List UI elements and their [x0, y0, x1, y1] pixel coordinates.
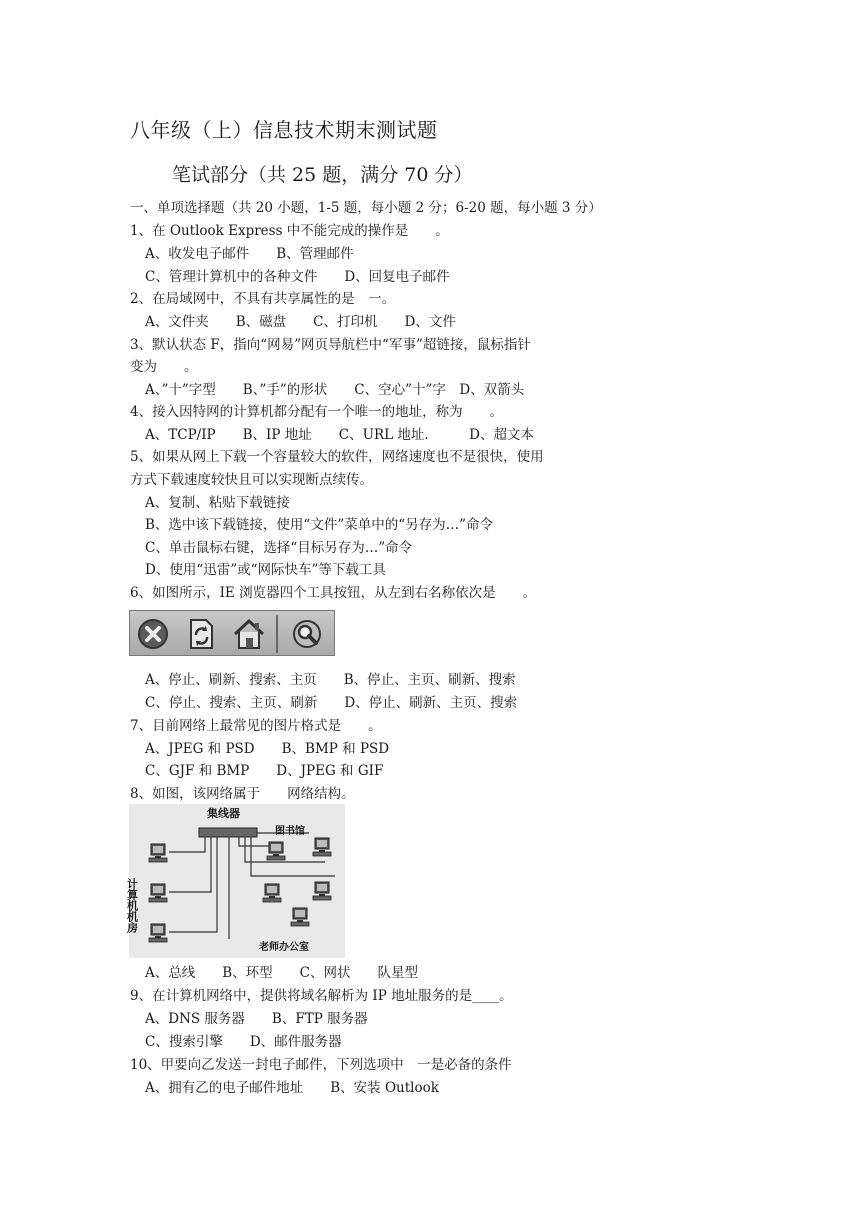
question-5-stem-cont: 方式下载速度较快且可以实现断点续传。	[130, 472, 373, 488]
question-3-stem-cont: 变为 。	[130, 359, 198, 375]
refresh-icon	[184, 617, 218, 651]
lab-computers	[149, 844, 167, 942]
hub-device	[199, 828, 257, 837]
home-icon	[232, 617, 266, 651]
library-computers	[267, 838, 331, 860]
question-3-stem: 3、默认状态 F，指向“网易”网页导航栏中“军事”超链接，鼠标指针	[130, 337, 531, 353]
question-1-stem: 1、在 Outlook Express 中不能完成的操作是 。	[130, 223, 449, 239]
stop-icon	[136, 617, 170, 651]
question-2-stem: 2、在局域网中，不具有共享属性的是 一。	[130, 291, 396, 307]
question-9-options-2: C、搜索引擎 D、邮件服务器	[145, 1034, 342, 1050]
question-1-options-1: A、收发电子邮件 B、管理邮件	[145, 246, 354, 262]
question-3-options: A、”十”字型 B、”手”的形状 C、空心”十”字 D、双箭头	[145, 382, 525, 398]
section-heading: 一、单项选择题（共 20 小题，1-5 题，每小题 2 分；6-20 题，每小题 3 分）	[130, 200, 602, 216]
network-links	[169, 833, 335, 939]
hub-label: 集线器	[207, 807, 240, 820]
question-6-options-1: A、停止、刷新、搜索、主页 B、停止、主页、刷新、搜索	[145, 672, 516, 688]
question-7-options-2: C、GJF 和 BMP D、JPEG 和 GIF	[145, 763, 384, 779]
library-label: 图书馆	[275, 826, 305, 837]
question-8-options: A、总线 B、环型 C、网状 队星型	[145, 965, 418, 981]
question-9-options-1: A、DNS 服务器 B、FTP 服务器	[145, 1011, 368, 1027]
network-diagram-image	[125, 804, 345, 958]
question-6-stem: 6、如图所示，IE 浏览器四个工具按钮，从左到右名称依次是 。	[130, 585, 537, 601]
question-7-stem: 7、目前网络上最常见的图片格式是 。	[130, 718, 382, 734]
question-4-options: A、TCP/IP B、IP 地址 C、URL 地址. D、超文本	[145, 427, 535, 443]
question-5-option-a: A、复制、粘贴下载链接	[145, 495, 290, 511]
question-5-option-c: C、单击鼠标右键，选择“目标另存为…”命令	[145, 540, 413, 556]
question-4-stem: 4、接入因特网的计算机都分配有一个唯一的地址，称为 。	[130, 404, 504, 420]
office-label: 老师办公室	[259, 942, 309, 953]
office-computers	[263, 882, 331, 926]
question-5-option-b: B、选中该下载链接，使用“文件”菜单中的“另存为…”命令	[145, 517, 494, 533]
question-6-options-2: C、停止、搜索、主页、刷新 D、停止、刷新、主页、搜索	[145, 695, 518, 711]
question-7-options-1: A、JPEG 和 PSD B、BMP 和 PSD	[145, 741, 390, 757]
question-5-stem: 5、如果从网上下载一个容量较大的软件，网络速度也不是很快，使用	[130, 449, 544, 465]
lab-label: 计算机机房	[125, 878, 139, 933]
question-10-stem: 10、甲要向乙发送一封电子邮件，下列选项中 一是必备的条件	[130, 1057, 512, 1073]
question-5-option-d: D、使用“迅雷”或“网际快车”等下载工具	[145, 562, 386, 578]
question-2-options: A、文件夹 B、磁盘 C、打印机 D、文件	[145, 314, 456, 330]
toolbar-separator	[276, 615, 278, 653]
ie-toolbar-image	[129, 610, 335, 656]
question-8-stem: 8、如图，该网络属于 网络结构。	[130, 786, 355, 802]
question-9-stem: 9、在计算机网络中，提供将域名解析为 IP 地址服务的是____。	[130, 988, 513, 1004]
question-10-options: A、拥有乙的电子邮件地址 B、安装 Outlook	[145, 1080, 439, 1096]
question-1-options-2: C、管理计算机中的各种文件 D、回复电子邮件	[145, 269, 450, 285]
page-subtitle: 笔试部分（共 25 题，满分 70 分）	[172, 164, 473, 186]
page-title: 八年级（上）信息技术期末测试题	[130, 118, 438, 142]
search-icon	[290, 617, 324, 651]
